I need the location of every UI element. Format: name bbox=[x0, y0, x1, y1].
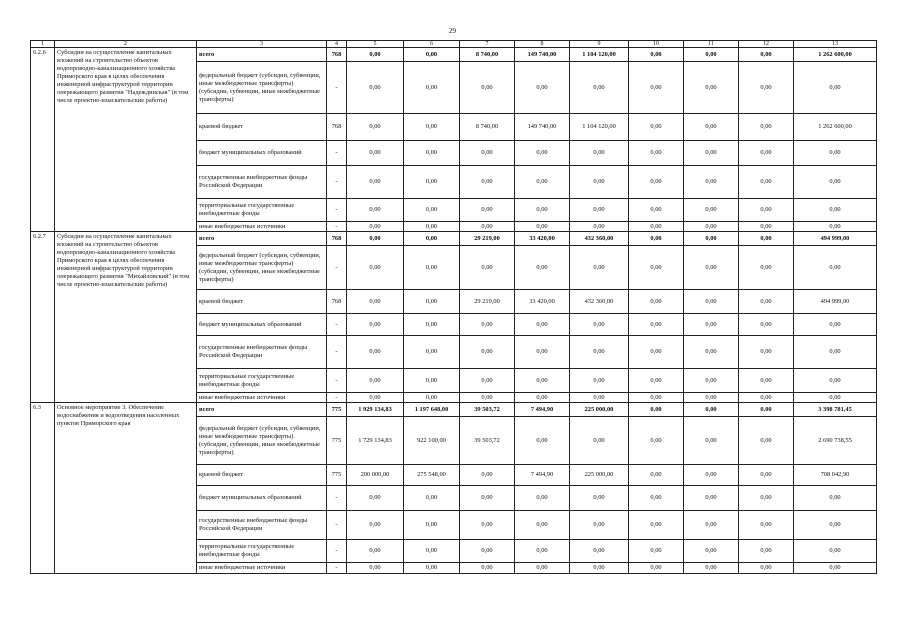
amount-cell: 0,00 bbox=[794, 369, 877, 393]
amount-cell: 0,00 bbox=[739, 417, 794, 465]
amount-cell: 0,00 bbox=[629, 336, 684, 369]
amount-cell: 0,00 bbox=[515, 336, 570, 369]
amount-cell: 0,00 bbox=[404, 336, 460, 369]
table-row bbox=[31, 403, 877, 417]
amount-cell: 0,00 bbox=[404, 393, 460, 403]
header-cell: 9 bbox=[570, 41, 629, 48]
budget-code: - bbox=[327, 222, 347, 232]
amount-cell: 0,00 bbox=[515, 141, 570, 166]
budget-code: - bbox=[327, 166, 347, 199]
amount-cell: 39 503,72 bbox=[460, 403, 515, 417]
amount-cell: 0,00 bbox=[794, 393, 877, 403]
amount-cell: 0,00 bbox=[739, 511, 794, 540]
amount-cell: 1 729 134,83 bbox=[347, 417, 404, 465]
funding-source: краевой бюджет bbox=[197, 290, 327, 314]
funding-source: краевой бюджет bbox=[197, 465, 327, 486]
amount-cell: 0,00 bbox=[347, 540, 404, 563]
funding-source: бюджет муниципальных образований bbox=[197, 141, 327, 166]
amount-cell: 0,00 bbox=[739, 369, 794, 393]
amount-cell: 1 197 648,00 bbox=[404, 403, 460, 417]
funding-source: всего bbox=[197, 403, 327, 417]
funding-source: краевой бюджет bbox=[197, 114, 327, 141]
amount-cell: 0,00 bbox=[347, 314, 404, 336]
funding-source: всего bbox=[197, 48, 327, 62]
budget-code: - bbox=[327, 369, 347, 393]
amount-cell: 0,00 bbox=[684, 166, 739, 199]
amount-cell: 0,00 bbox=[794, 62, 877, 114]
amount-cell: 0,00 bbox=[684, 486, 739, 511]
amount-cell: 0,00 bbox=[739, 314, 794, 336]
amount-cell: 0,00 bbox=[515, 314, 570, 336]
amount-cell: 0,00 bbox=[404, 166, 460, 199]
amount-cell: 0,00 bbox=[460, 62, 515, 114]
amount-cell: 0,00 bbox=[570, 336, 629, 369]
amount-cell: 0,00 bbox=[739, 166, 794, 199]
amount-cell: 0,00 bbox=[629, 246, 684, 290]
amount-cell: 0,00 bbox=[460, 141, 515, 166]
amount-cell: 0,00 bbox=[684, 511, 739, 540]
funding-source: государственные внебюджетные фонды Российской Федерации bbox=[197, 336, 327, 369]
header-cell: 3 bbox=[197, 41, 327, 48]
amount-cell: 0,00 bbox=[684, 199, 739, 222]
amount-cell: 0,00 bbox=[570, 417, 629, 465]
amount-cell: 0,00 bbox=[347, 290, 404, 314]
section-description: Основное мероприятие 3. Обеспечение водоснабжения и водоотведения населенных пунктов Приморского края bbox=[55, 403, 197, 574]
funding-source: бюджет муниципальных образований bbox=[197, 486, 327, 511]
amount-cell: 0,00 bbox=[684, 246, 739, 290]
amount-cell: 0,00 bbox=[684, 290, 739, 314]
amount-cell: 0,00 bbox=[460, 199, 515, 222]
amount-cell: 0,00 bbox=[629, 403, 684, 417]
amount-cell: 1 262 600,00 bbox=[794, 114, 877, 141]
amount-cell: 0,00 bbox=[404, 540, 460, 563]
amount-cell: 1 929 134,83 bbox=[347, 403, 404, 417]
funding-source: всего bbox=[197, 232, 327, 246]
amount-cell: 0,00 bbox=[684, 403, 739, 417]
amount-cell: 0,00 bbox=[739, 540, 794, 563]
amount-cell: 1 262 600,00 bbox=[794, 48, 877, 62]
header-cell: 11 bbox=[684, 41, 739, 48]
section-description: Субсидии на осуществление капитальных вложений на строительство объектов водопроводно-канализационного хозяйства Приморского края в целях обеспечения инженерной инфраструктурой территории опережающего развития "Михайловский" (в том числе проектно-изыскательские работы) bbox=[55, 232, 197, 403]
budget-table bbox=[30, 40, 877, 574]
amount-cell: 0,00 bbox=[684, 417, 739, 465]
amount-cell: 0,00 bbox=[347, 166, 404, 199]
amount-cell: 0,00 bbox=[739, 336, 794, 369]
budget-code: - bbox=[327, 486, 347, 511]
amount-cell: 0,00 bbox=[404, 48, 460, 62]
header-cell: 10 bbox=[629, 41, 684, 48]
amount-cell: 0,00 bbox=[570, 199, 629, 222]
funding-source: бюджет муниципальных образований bbox=[197, 314, 327, 336]
amount-cell: 0,00 bbox=[404, 563, 460, 574]
amount-cell: 0,00 bbox=[460, 540, 515, 563]
amount-cell: 0,00 bbox=[570, 393, 629, 403]
amount-cell: 0,00 bbox=[739, 114, 794, 141]
amount-cell: 0,00 bbox=[684, 563, 739, 574]
amount-cell: 0,00 bbox=[794, 563, 877, 574]
budget-code: 775 bbox=[327, 417, 347, 465]
funding-source: территориальные государственные внебюджетные фонды bbox=[197, 540, 327, 563]
amount-cell: 0,00 bbox=[794, 141, 877, 166]
amount-cell: 8 740,00 bbox=[460, 48, 515, 62]
amount-cell: 0,00 bbox=[684, 232, 739, 246]
amount-cell: 0,00 bbox=[629, 563, 684, 574]
amount-cell: 149 740,00 bbox=[515, 48, 570, 62]
amount-cell: 0,00 bbox=[794, 336, 877, 369]
amount-cell: 0,00 bbox=[629, 141, 684, 166]
amount-cell: 0,00 bbox=[684, 540, 739, 563]
funding-source: территориальные государственные внебюджетные фонды bbox=[197, 369, 327, 393]
amount-cell: 0,00 bbox=[404, 199, 460, 222]
header-cell: 2 bbox=[55, 41, 197, 48]
amount-cell: 0,00 bbox=[460, 166, 515, 199]
amount-cell: 0,00 bbox=[629, 114, 684, 141]
amount-cell: 432 360,00 bbox=[570, 232, 629, 246]
amount-cell: 494 999,00 bbox=[794, 290, 877, 314]
amount-cell: 0,00 bbox=[684, 48, 739, 62]
amount-cell: 0,00 bbox=[570, 563, 629, 574]
header-row bbox=[31, 41, 877, 48]
budget-code: - bbox=[327, 563, 347, 574]
budget-code: - bbox=[327, 62, 347, 114]
amount-cell: 0,00 bbox=[404, 511, 460, 540]
amount-cell: 0,00 bbox=[570, 369, 629, 393]
amount-cell: 0,00 bbox=[739, 48, 794, 62]
amount-cell: 0,00 bbox=[347, 199, 404, 222]
section-number: 6.2.6 bbox=[31, 48, 55, 232]
amount-cell: 0,00 bbox=[794, 540, 877, 563]
amount-cell: 0,00 bbox=[347, 62, 404, 114]
amount-cell: 0,00 bbox=[629, 199, 684, 222]
amount-cell: 0,00 bbox=[404, 369, 460, 393]
amount-cell: 0,00 bbox=[629, 290, 684, 314]
amount-cell: 0,00 bbox=[347, 232, 404, 246]
amount-cell: 0,00 bbox=[515, 563, 570, 574]
amount-cell: 0,00 bbox=[570, 222, 629, 232]
amount-cell: 0,00 bbox=[739, 141, 794, 166]
amount-cell: 0,00 bbox=[629, 62, 684, 114]
budget-code: - bbox=[327, 199, 347, 222]
amount-cell: 0,00 bbox=[460, 465, 515, 486]
amount-cell: 0,00 bbox=[684, 114, 739, 141]
amount-cell: 0,00 bbox=[684, 222, 739, 232]
amount-cell: 0,00 bbox=[460, 486, 515, 511]
header-cell: 6 bbox=[404, 41, 460, 48]
amount-cell: 0,00 bbox=[347, 393, 404, 403]
amount-cell: 0,00 bbox=[684, 465, 739, 486]
funding-source: государственные внебюджетные фонды Российской Федерации bbox=[197, 166, 327, 199]
funding-source: иные внебюджетные источники bbox=[197, 563, 327, 574]
amount-cell: 0,00 bbox=[794, 246, 877, 290]
amount-cell: 0,00 bbox=[629, 314, 684, 336]
budget-code: - bbox=[327, 141, 347, 166]
amount-cell: 0,00 bbox=[739, 393, 794, 403]
amount-cell: 0,00 bbox=[629, 486, 684, 511]
amount-cell: 0,00 bbox=[347, 141, 404, 166]
amount-cell: 0,00 bbox=[629, 540, 684, 563]
budget-code: 768 bbox=[327, 114, 347, 141]
amount-cell: 0,00 bbox=[684, 62, 739, 114]
amount-cell: 0,00 bbox=[347, 369, 404, 393]
amount-cell: 0,00 bbox=[515, 199, 570, 222]
amount-cell: 7 494,90 bbox=[515, 403, 570, 417]
amount-cell: 0,00 bbox=[515, 62, 570, 114]
amount-cell: 0,00 bbox=[515, 486, 570, 511]
amount-cell: 0,00 bbox=[794, 166, 877, 199]
amount-cell: 0,00 bbox=[515, 222, 570, 232]
amount-cell: 0,00 bbox=[684, 314, 739, 336]
amount-cell: 494 999,00 bbox=[794, 232, 877, 246]
header-cell: 13 bbox=[794, 41, 877, 48]
budget-code: 775 bbox=[327, 465, 347, 486]
amount-cell: 0,00 bbox=[739, 222, 794, 232]
amount-cell: 0,00 bbox=[404, 246, 460, 290]
header-cell: 5 bbox=[347, 41, 404, 48]
amount-cell: 0,00 bbox=[515, 393, 570, 403]
budget-code: - bbox=[327, 336, 347, 369]
amount-cell: 922 100,00 bbox=[404, 417, 460, 465]
amount-cell: 0,00 bbox=[460, 336, 515, 369]
amount-cell: 0,00 bbox=[460, 511, 515, 540]
amount-cell: 0,00 bbox=[629, 417, 684, 465]
amount-cell: 2 690 738,55 bbox=[794, 417, 877, 465]
budget-code: - bbox=[327, 246, 347, 290]
funding-source: федеральный бюджет (субсидии, субвенции, иные межбюджетные трансферты) (субсидии, субвенции, иные межбюджетные трансферты) bbox=[197, 246, 327, 290]
amount-cell: 0,00 bbox=[515, 417, 570, 465]
amount-cell: 0,00 bbox=[404, 141, 460, 166]
budget-code: - bbox=[327, 540, 347, 563]
amount-cell: 0,00 bbox=[739, 199, 794, 222]
amount-cell: 0,00 bbox=[460, 314, 515, 336]
amount-cell: 0,00 bbox=[739, 403, 794, 417]
budget-code: - bbox=[327, 393, 347, 403]
page-number: 29 bbox=[449, 27, 456, 35]
funding-source: иные внебюджетные источники bbox=[197, 222, 327, 232]
amount-cell: 0,00 bbox=[794, 314, 877, 336]
amount-cell: 0,00 bbox=[739, 486, 794, 511]
amount-cell: 8 740,00 bbox=[460, 114, 515, 141]
header-cell: 1 bbox=[31, 41, 55, 48]
amount-cell: 0,00 bbox=[515, 246, 570, 290]
amount-cell: 0,00 bbox=[570, 246, 629, 290]
amount-cell: 0,00 bbox=[739, 290, 794, 314]
amount-cell: 0,00 bbox=[629, 222, 684, 232]
amount-cell: 29 219,00 bbox=[460, 290, 515, 314]
amount-cell: 0,00 bbox=[794, 222, 877, 232]
amount-cell: 0,00 bbox=[515, 166, 570, 199]
budget-table-body bbox=[31, 41, 877, 574]
section-number: 6.3 bbox=[31, 403, 55, 574]
amount-cell: 7 494,90 bbox=[515, 465, 570, 486]
amount-cell: 0,00 bbox=[629, 393, 684, 403]
amount-cell: 0,00 bbox=[347, 486, 404, 511]
amount-cell: 0,00 bbox=[570, 511, 629, 540]
funding-source: федеральный бюджет (субсидии, субвенции, иные межбюджетные трансферты) (субсидии, субвенции, иные межбюджетные трансферты) bbox=[197, 62, 327, 114]
amount-cell: 0,00 bbox=[794, 511, 877, 540]
amount-cell: 0,00 bbox=[629, 511, 684, 540]
funding-source: государственные внебюджетные фонды Российской Федерации bbox=[197, 511, 327, 540]
amount-cell: 0,00 bbox=[460, 393, 515, 403]
amount-cell: 0,00 bbox=[570, 62, 629, 114]
amount-cell: 0,00 bbox=[684, 393, 739, 403]
amount-cell: 225 000,00 bbox=[570, 403, 629, 417]
amount-cell: 0,00 bbox=[739, 563, 794, 574]
amount-cell: 0,00 bbox=[515, 511, 570, 540]
amount-cell: 0,00 bbox=[570, 166, 629, 199]
amount-cell: 1 104 120,00 bbox=[570, 114, 629, 141]
amount-cell: 0,00 bbox=[629, 465, 684, 486]
amount-cell: 225 000,00 bbox=[570, 465, 629, 486]
amount-cell: 0,00 bbox=[739, 246, 794, 290]
amount-cell: 0,00 bbox=[515, 369, 570, 393]
amount-cell: 275 548,00 bbox=[404, 465, 460, 486]
amount-cell: 33 420,00 bbox=[515, 290, 570, 314]
amount-cell: 0,00 bbox=[739, 465, 794, 486]
budget-code: 768 bbox=[327, 48, 347, 62]
amount-cell: 29 219,00 bbox=[460, 232, 515, 246]
header-cell: 8 bbox=[515, 41, 570, 48]
amount-cell: 149 740,00 bbox=[515, 114, 570, 141]
table-row bbox=[31, 232, 877, 246]
amount-cell: 432 360,00 bbox=[570, 290, 629, 314]
amount-cell: 0,00 bbox=[515, 540, 570, 563]
amount-cell: 0,00 bbox=[347, 48, 404, 62]
amount-cell: 0,00 bbox=[629, 166, 684, 199]
funding-source: иные внебюджетные источники bbox=[197, 393, 327, 403]
funding-source: территориальные государственные внебюджетные фонды bbox=[197, 199, 327, 222]
amount-cell: 0,00 bbox=[347, 222, 404, 232]
amount-cell: 200 000,00 bbox=[347, 465, 404, 486]
amount-cell: 33 420,00 bbox=[515, 232, 570, 246]
amount-cell: 0,00 bbox=[684, 336, 739, 369]
amount-cell: 0,00 bbox=[684, 369, 739, 393]
amount-cell: 0,00 bbox=[460, 369, 515, 393]
amount-cell: 0,00 bbox=[404, 232, 460, 246]
amount-cell: 0,00 bbox=[404, 314, 460, 336]
amount-cell: 0,00 bbox=[404, 290, 460, 314]
amount-cell: 0,00 bbox=[460, 246, 515, 290]
amount-cell: 0,00 bbox=[404, 486, 460, 511]
amount-cell: 0,00 bbox=[460, 563, 515, 574]
amount-cell: 0,00 bbox=[347, 114, 404, 141]
amount-cell: 0,00 bbox=[794, 486, 877, 511]
amount-cell: 0,00 bbox=[739, 62, 794, 114]
amount-cell: 0,00 bbox=[347, 511, 404, 540]
budget-code: 775 bbox=[327, 403, 347, 417]
amount-cell: 0,00 bbox=[347, 563, 404, 574]
amount-cell: 0,00 bbox=[347, 246, 404, 290]
budget-code: 768 bbox=[327, 232, 347, 246]
amount-cell: 0,00 bbox=[460, 222, 515, 232]
header-cell: 12 bbox=[739, 41, 794, 48]
amount-cell: 39 503,72 bbox=[460, 417, 515, 465]
amount-cell: 0,00 bbox=[629, 232, 684, 246]
table-row bbox=[31, 48, 877, 62]
amount-cell: 0,00 bbox=[347, 336, 404, 369]
section-description: Субсидии на осуществление капитальных вложений на строительство объектов водопроводно-канализационного хозяйства Приморского края в целях обеспечения инженерной инфраструктурой территории опережающего развития "Надеждинская" (в том числе проектно-изыскательские работы) bbox=[55, 48, 197, 232]
amount-cell: 3 398 781,45 bbox=[794, 403, 877, 417]
amount-cell: 0,00 bbox=[404, 114, 460, 141]
amount-cell: 708 042,90 bbox=[794, 465, 877, 486]
amount-cell: 0,00 bbox=[570, 314, 629, 336]
amount-cell: 0,00 bbox=[570, 486, 629, 511]
amount-cell: 0,00 bbox=[570, 141, 629, 166]
header-cell: 4 bbox=[327, 41, 347, 48]
amount-cell: 0,00 bbox=[404, 62, 460, 114]
funding-source: федеральный бюджет (субсидии, субвенции, иные межбюджетные трансферты) (субсидии, субвенции, иные межбюджетные трансферты) bbox=[197, 417, 327, 465]
budget-code: - bbox=[327, 314, 347, 336]
amount-cell: 0,00 bbox=[739, 232, 794, 246]
amount-cell: 0,00 bbox=[684, 141, 739, 166]
amount-cell: 0,00 bbox=[570, 540, 629, 563]
header-cell: 7 bbox=[460, 41, 515, 48]
amount-cell: 0,00 bbox=[794, 199, 877, 222]
amount-cell: 0,00 bbox=[404, 222, 460, 232]
budget-code: 768 bbox=[327, 290, 347, 314]
amount-cell: 1 104 120,00 bbox=[570, 48, 629, 62]
budget-code: - bbox=[327, 511, 347, 540]
amount-cell: 0,00 bbox=[629, 48, 684, 62]
section-number: 6.2.7 bbox=[31, 232, 55, 403]
amount-cell: 0,00 bbox=[629, 369, 684, 393]
